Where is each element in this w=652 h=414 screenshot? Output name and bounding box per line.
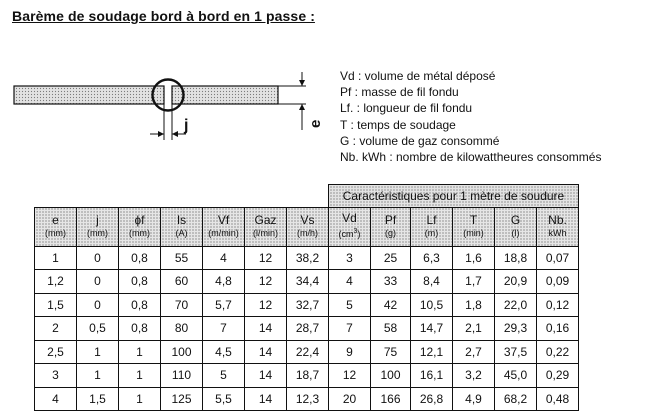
table-cell: 10,5 xyxy=(411,293,453,317)
column-header: e (mm) xyxy=(35,207,77,246)
table-cell: 4 xyxy=(203,246,245,270)
table-cell: 1,7 xyxy=(453,270,495,294)
table-cell: 0 xyxy=(77,293,119,317)
table-cell: 9 xyxy=(329,340,371,364)
table-cell: 0,16 xyxy=(537,317,579,341)
table-cell: 0,29 xyxy=(537,364,579,388)
table-cell: 80 xyxy=(161,317,203,341)
column-header: j (mm) xyxy=(77,207,119,246)
table-cell: 4,8 xyxy=(203,270,245,294)
table-cell: 14 xyxy=(245,340,287,364)
table-cell: 14 xyxy=(245,317,287,341)
welding-table-container xyxy=(34,184,579,411)
table-cell: 12 xyxy=(245,270,287,294)
table-cell: 166 xyxy=(371,387,411,411)
table-cell: 38,2 xyxy=(287,246,329,270)
table-cell: 3 xyxy=(35,364,77,388)
table-row xyxy=(35,317,579,341)
table-cell: 22,4 xyxy=(287,340,329,364)
column-header: Is (A) xyxy=(161,207,203,246)
table-cell: 1 xyxy=(119,364,161,388)
column-header: T (min) xyxy=(453,207,495,246)
legend-item: T : temps de soudage xyxy=(340,117,456,132)
table-cell: 14,7 xyxy=(411,317,453,341)
table-cell: 1,8 xyxy=(453,293,495,317)
table-cell: 33 xyxy=(371,270,411,294)
thickness-label: e xyxy=(307,119,324,128)
left-plate xyxy=(14,86,164,104)
table-cell: 7 xyxy=(329,317,371,341)
column-header: Vf (m/min) xyxy=(203,207,245,246)
table-cell: 125 xyxy=(161,387,203,411)
gap-label: j xyxy=(184,117,189,134)
table-cell: 37,5 xyxy=(495,340,537,364)
table-cell: 58 xyxy=(371,317,411,341)
table-cell: 16,1 xyxy=(411,364,453,388)
legend-item: Vd : volume de métal déposé xyxy=(340,69,496,83)
table-cell: 5 xyxy=(203,364,245,388)
table-cell: 12,1 xyxy=(411,340,453,364)
table-cell: 1,5 xyxy=(35,293,77,317)
table-cell: 2,7 xyxy=(453,340,495,364)
table-cell: 6,3 xyxy=(411,246,453,270)
table-row xyxy=(35,364,579,388)
table-cell: 0,8 xyxy=(119,270,161,294)
table-cell: 18,7 xyxy=(287,364,329,388)
table-cell: 0,5 xyxy=(77,317,119,341)
table-cell: 20 xyxy=(329,387,371,411)
table-cell: 20,9 xyxy=(495,270,537,294)
table-cell: 1,2 xyxy=(35,270,77,294)
table-cell: 4 xyxy=(329,270,371,294)
legend-item: Pf : masse de fil fondu xyxy=(340,85,459,100)
table-cell: 0,07 xyxy=(537,246,579,270)
table-cell: 0,8 xyxy=(119,293,161,317)
table-cell: 25 xyxy=(371,246,411,270)
table-cell: 42 xyxy=(371,293,411,317)
table-cell: 12 xyxy=(245,246,287,270)
table-header-row xyxy=(35,207,579,246)
table-cell: 110 xyxy=(161,364,203,388)
table-cell: 5,7 xyxy=(203,293,245,317)
table-cell: 18,8 xyxy=(495,246,537,270)
table-cell: 0 xyxy=(77,246,119,270)
table-cell: 0 xyxy=(77,270,119,294)
table-cell: 22,0 xyxy=(495,293,537,317)
table-body xyxy=(35,246,579,411)
welding-table xyxy=(34,184,579,411)
table-cell: 4,5 xyxy=(203,340,245,364)
table-caption: Caractéristiques pour 1 mètre de soudure xyxy=(329,185,579,208)
table-cell: 14 xyxy=(245,364,287,388)
table-row xyxy=(35,340,579,364)
column-header: Nb. kWh xyxy=(537,207,579,246)
table-cell: 60 xyxy=(161,270,203,294)
table-cell: 12 xyxy=(245,293,287,317)
table-cell: 68,2 xyxy=(495,387,537,411)
table-cell: 0,8 xyxy=(119,317,161,341)
table-cell: 1 xyxy=(119,387,161,411)
table-cell: 55 xyxy=(161,246,203,270)
table-cell: 70 xyxy=(161,293,203,317)
table-cell: 1,6 xyxy=(453,246,495,270)
table-cell: 4 xyxy=(35,387,77,411)
table-cell: 1 xyxy=(77,364,119,388)
table-cell: 2,1 xyxy=(453,317,495,341)
legend-item: G : volume de gaz consommé xyxy=(340,133,500,148)
table-row xyxy=(35,246,579,270)
table-row xyxy=(35,293,579,317)
table-cell: 3 xyxy=(329,246,371,270)
table-cell: 0,12 xyxy=(537,293,579,317)
table-cell: 0,22 xyxy=(537,340,579,364)
legend xyxy=(340,68,601,165)
table-cell: 32,7 xyxy=(287,293,329,317)
column-header: ɸf (mm) xyxy=(119,207,161,246)
page-title: Barème de soudage bord à bord en 1 passe : xyxy=(12,8,315,24)
column-header: Pf (g) xyxy=(371,207,411,246)
table-cell: 2,5 xyxy=(35,340,77,364)
table-cell: 75 xyxy=(371,340,411,364)
table-cell: 0,09 xyxy=(537,270,579,294)
table-cell: 2 xyxy=(35,317,77,341)
table-cell: 45,0 xyxy=(495,364,537,388)
table-cell: 12,3 xyxy=(287,387,329,411)
table-row xyxy=(35,387,579,411)
table-cell: 26,8 xyxy=(411,387,453,411)
table-cell: 5,5 xyxy=(203,387,245,411)
table-cell: 14 xyxy=(245,387,287,411)
table-cell: 34,4 xyxy=(287,270,329,294)
table-cell: 7 xyxy=(203,317,245,341)
column-header: Vs (m/h) xyxy=(287,207,329,246)
table-cell: 100 xyxy=(371,364,411,388)
table-cell: 1 xyxy=(35,246,77,270)
column-header: Gaz (l/min) xyxy=(245,207,287,246)
table-cell: 100 xyxy=(161,340,203,364)
table-cell: 8,4 xyxy=(411,270,453,294)
table-cell: 0,48 xyxy=(537,387,579,411)
legend-item: Nb. kWh : nombre de kilowattheures consommés xyxy=(340,150,602,165)
column-header: Vd $(cm^3)$ xyxy=(329,207,371,246)
table-cell: 1 xyxy=(77,340,119,364)
column-header: Lf (m) xyxy=(411,207,453,246)
table-cell: 1 xyxy=(119,340,161,364)
table-cell: 5 xyxy=(329,293,371,317)
table-cell: 3,2 xyxy=(453,364,495,388)
column-header: G (l) xyxy=(495,207,537,246)
table-row xyxy=(35,270,579,294)
legend-item: Lf. : longueur de fil fondu xyxy=(340,101,473,116)
table-cell: 28,7 xyxy=(287,317,329,341)
table-cell: 12 xyxy=(329,364,371,388)
table-cell: 0,8 xyxy=(119,246,161,270)
right-plate xyxy=(172,86,278,104)
table-cell: 29,3 xyxy=(495,317,537,341)
table-cell: 4,9 xyxy=(453,387,495,411)
table-cell: 1,5 xyxy=(77,387,119,411)
